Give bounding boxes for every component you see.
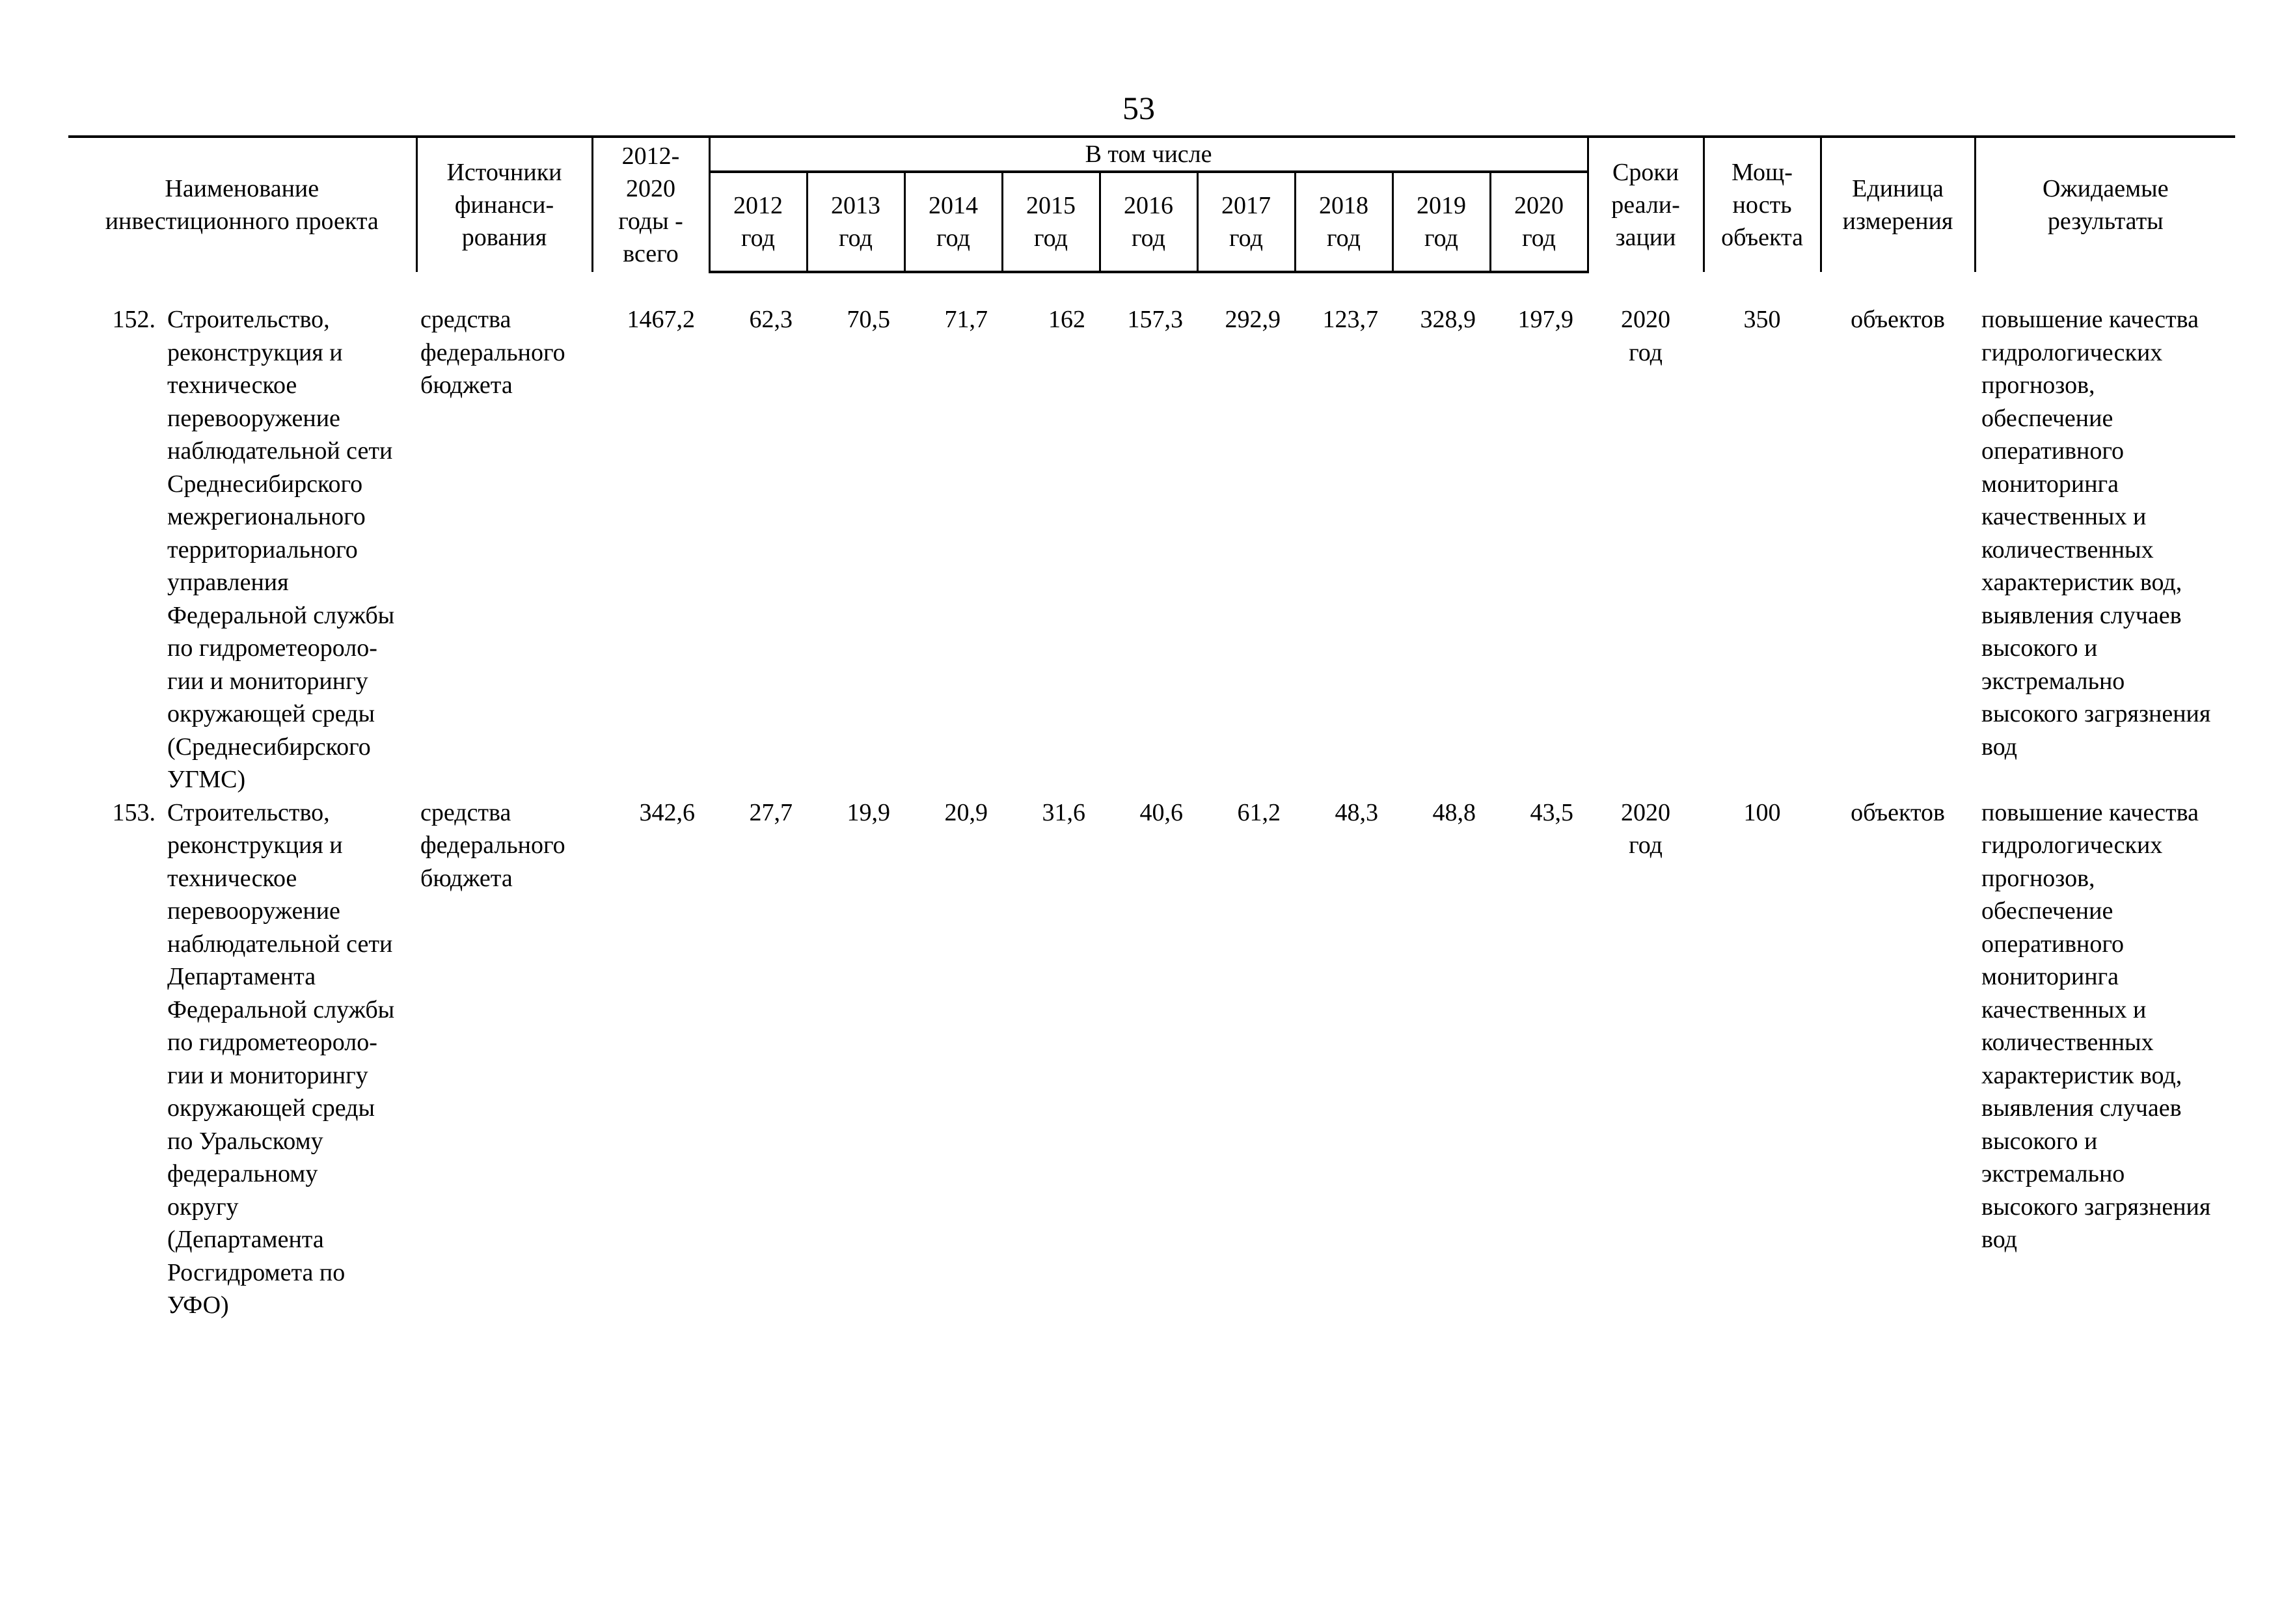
- header-terms: Сроки реали- зации: [1588, 137, 1704, 272]
- year-value: 31,6: [1042, 798, 1085, 826]
- year-value: 48,3: [1335, 798, 1378, 826]
- year-value: 70,5: [847, 306, 890, 333]
- unit-value: объектов: [1851, 798, 1945, 826]
- project-name-cell: [68, 796, 416, 1322]
- capacity-value: 100: [1743, 798, 1781, 826]
- row-number: 153.: [112, 798, 156, 826]
- implementation-term: 2020 год: [1621, 798, 1671, 859]
- header-unit: Единица измерения: [1821, 137, 1975, 272]
- year-value: 123,7: [1322, 306, 1378, 333]
- total-value: 1467,2: [627, 306, 695, 333]
- header-year-2014: 2014 год: [904, 172, 1002, 272]
- year-value: 19,9: [847, 798, 890, 826]
- header-year-2019: 2019 год: [1392, 172, 1490, 272]
- table-row: [68, 303, 2235, 796]
- header-year-2016: 2016 год: [1100, 172, 1197, 272]
- year-value: 62,3: [749, 306, 793, 333]
- project-name: Строительство, реконструкция и техническое перевооружение наблюдательной сети Департамента Федеральной службы по гидрометеороло- гии и мониторингу окружающей среды по Уральскому федеральному округу (Департамента Росгидромета по УФО): [167, 798, 395, 1319]
- financing-source: средства федерального бюджета: [420, 798, 565, 892]
- year-value: 61,2: [1237, 798, 1281, 826]
- year-value: 43,5: [1530, 798, 1574, 826]
- financing-source: средства федерального бюджета: [420, 306, 565, 399]
- expected-results: повышение качества гидрологических прогнозов, обеспечение оперативного мониторинга качественных и количественных характеристик вод, выявления случаев высокого и экстремально высокого загрязнения вод: [1981, 306, 2211, 761]
- capacity-value: 350: [1743, 306, 1781, 333]
- header-year-2013: 2013 год: [807, 172, 904, 272]
- header-year-2020: 2020 год: [1490, 172, 1588, 272]
- year-value: 328,9: [1420, 306, 1476, 333]
- header-year-2012: 2012 год: [709, 172, 807, 272]
- header-year-2015: 2015 год: [1002, 172, 1100, 272]
- header-results: Ожидаемые результаты: [1975, 137, 2235, 272]
- year-value: 40,6: [1139, 798, 1183, 826]
- header-project-name: Наименование инвестиционного проекта: [68, 137, 416, 272]
- year-value: 162: [1048, 306, 1085, 333]
- header-year-2018: 2018 год: [1295, 172, 1392, 272]
- year-value: 48,8: [1432, 798, 1476, 826]
- year-value: 20,9: [944, 798, 988, 826]
- header-including: В том числе: [709, 137, 1588, 172]
- header-capacity: Мощ- ность объекта: [1704, 137, 1821, 272]
- table-row: [68, 796, 2235, 1322]
- year-value: 27,7: [749, 798, 793, 826]
- header-financing-sources: Источники финанси- рования: [416, 137, 592, 272]
- year-value: 197,9: [1517, 306, 1574, 333]
- project-name: Строительство, реконструкция и техническое перевооружение наблюдательной сети Среднесибирского межрегионального территориального управления Федеральной службы по гидрометеороло- гии и мониторингу окружающей среды (Среднесибирского УГМС): [167, 306, 395, 793]
- year-value: 292,9: [1225, 306, 1281, 333]
- header-year-2017: 2017 год: [1197, 172, 1295, 272]
- header-total: 2012- 2020 годы - всего: [592, 137, 709, 272]
- expected-results: повышение качества гидрологических прогнозов, обеспечение оперативного мониторинга качественных и количественных характеристик вод, выявления случаев высокого и экстремально высокого загрязнения вод: [1981, 798, 2211, 1253]
- investment-projects-table: [68, 135, 2235, 1322]
- implementation-term: 2020 год: [1621, 306, 1671, 366]
- unit-value: объектов: [1851, 306, 1945, 333]
- row-number: 152.: [112, 306, 156, 333]
- year-value: 157,3: [1127, 306, 1183, 333]
- year-value: 71,7: [944, 306, 988, 333]
- project-name-cell: [68, 303, 416, 796]
- total-value: 342,6: [639, 798, 695, 826]
- page-number: 53: [1122, 90, 1155, 126]
